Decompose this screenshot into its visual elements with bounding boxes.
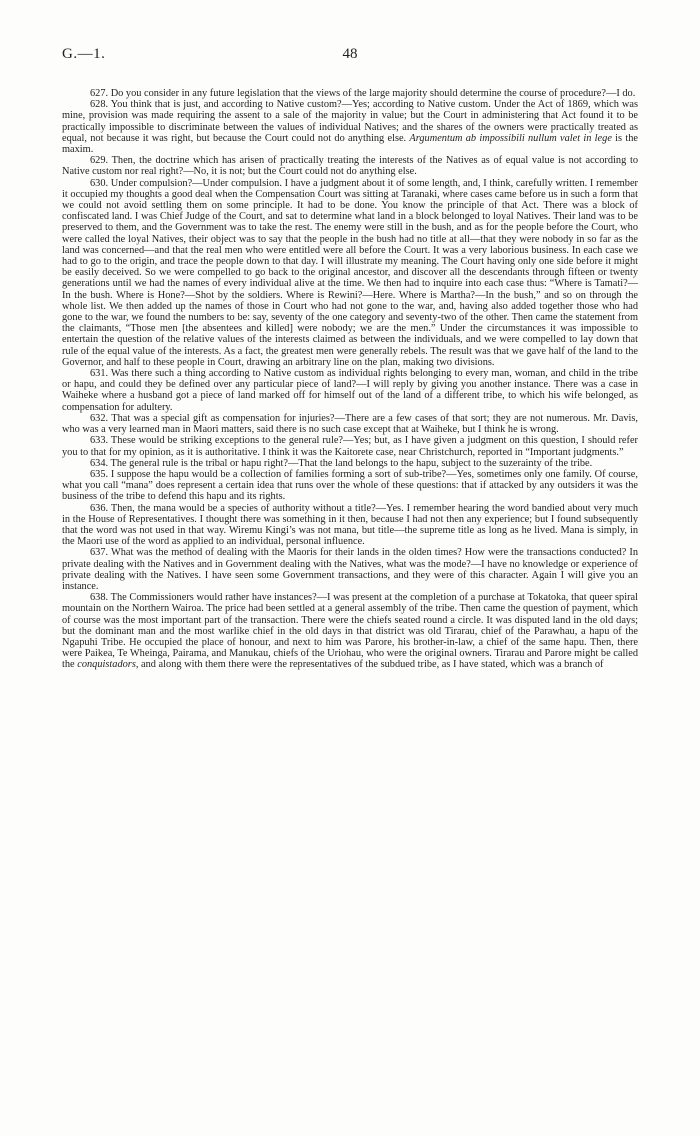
paragraph bbox=[62, 458, 638, 469]
paragraph-text: 632. That was a special gift as compensation for injuries?—There are a few cases of that sort; they are not numerous. Mr. Davis, who was a very learned man in Maori matters, said there is no such case except that at Waiheke, but I think he is wrong. bbox=[62, 412, 638, 436]
paragraph bbox=[62, 413, 638, 435]
italic-text: conquistadors bbox=[77, 659, 136, 671]
page-number: 48 bbox=[342, 46, 358, 62]
italic-text: Argumentum ab impossibili nullum valet in lege bbox=[409, 132, 612, 144]
paragraph-text: is the maxim. bbox=[62, 132, 638, 156]
paragraph bbox=[62, 469, 638, 503]
page-header bbox=[62, 46, 638, 66]
paragraph bbox=[62, 368, 638, 413]
paragraph bbox=[62, 178, 638, 368]
paragraph bbox=[62, 503, 638, 548]
paragraph bbox=[62, 99, 638, 155]
paragraph-text: 628. You think that is just, and according to Native custom?—Yes; according to Native custom. Under the Act of 1869, which was mine, provision was made requiring the assent to a sale of the majority in value; but the Court in administering that Act found it to be practically impossible to discriminate between the values of individual Natives; and the shares of the owners were practically treated as equal, not because it was right, but because the Court could not do anything else. bbox=[62, 99, 638, 144]
paragraph-text: 631. Was there such a thing according to Native custom as individual rights belonging to every man, woman, and child in the tribe or hapu, and could they be defined over any particular piece of land?—I will reply by giving you another instance. There was a case in Waiheke where a husband got a piece of land marked off for himself out of the land of a different tribe, to which his wife belonged, as compensation for adultery. bbox=[62, 368, 638, 413]
paragraph-text: 633. These would be striking exceptions to the general rule?—Yes; but, as I have given a judgment on this question, I should refer you to that for my opinion, as it is authoritative. I think it was the Kaitorete case, near Christchurch, reported in “Important judgments.” bbox=[62, 435, 638, 458]
paragraph bbox=[62, 155, 638, 177]
paragraph-text: 630. Under compulsion?—Under compulsion. I have a judgment about it of some length, and, I think, carefully written. I remember it occupied my thoughts a good deal when the Compensation Court was sitting at Taranaki, where cases came before us in such a form that we could not avoid settling them on some principle. It had to be done. You know the principle of that Act. There was a block of confiscated land. I was Chief Judge of the Court, and sat to determine what land in a block belonged to loyal Natives. Their land was to be preserved to them, and the Government was to take the rest. The enemy were still in the bush, and as for the people before the Court, who were called the loyal Natives, their object was to say that the people in the bush had no title at all—that they were nobody in so far as the land was concerned—and that the real men who were entitled were all before the Court. It was a very laborious business. In each case we had to go to the origin, and trace the people down to that day. I will illustrate my meaning. The Court having only one side before it might be easily deceived. So we were compelled to go back to the original ancestor, and discover all the descendants through fifteen or twenty generations until we had the names of every individual alive at the time. We then had to inquire into each case thus: “Where is Tamati?—In the bush. Where is Hone?—Shot by the soldiers. Where is Rewini?—Here. Where is Martha?—In the bush,” and so on through the whole list. We then added up the names of those in Court who had not gone to the war, and, having also added together those who had gone to the war, we found the numbers to be: say, seventy of the one category and seventy-two of the other. Then came the statement from the claimants, “Those men [the absentees and killed] were nobody; we are the men.” Under the circumstances it was impossible to entertain the question of the relative values of the interests claimed as between the individuals, and we were compelled to lay down that rule of the equal value of the interests. As a fact, the greatest men were generally rebels. The result was that we gave half of the land to the Governor, and half to these people in Court, drawing an arbitrary line on the plan, making two divisions. bbox=[62, 177, 638, 368]
paragraph bbox=[62, 435, 638, 457]
paragraph-text: 638. The Commissioners would rather have instances?—I was present at the completion of a purchase at Tokatoka, that queer spiral mountain on the Northern Wairoa. The price had been settled at a general assembly of the tribe. Then came the question of payment, which of course was the most important part of the transaction. There were the chiefs seated round a circle. It was disputed land in the old days; but the dominant man and the most warlike chief in the old days in that district was old Tirarau, chief of the Parawhau, a hapu of the Ngapuhi Tribe. He occupied the place of honour, and next to him was Parore, his brother-in-law, a chief of the same hapu. Then, there were Paikea, Te Wheinga, Pairama, and Manukau, chiefs of the Uriohau, who were the original owners. Tirarau and Parore might be called the bbox=[62, 592, 638, 671]
paragraph-text: , and along with them there were the representatives of the subdued tribe, as I have stated, which was a branch of bbox=[135, 659, 604, 671]
paragraph bbox=[62, 88, 638, 99]
paragraph-text: 635. I suppose the hapu would be a collection of families forming a sort of sub-tribe?—Yes, sometimes only one family. Of course, what you call “mana” does represent a certain idea that runs over the whole of these questions: that if attacked by any outsiders it was the business of the tribe to defend this hapu and its rights. bbox=[62, 468, 638, 503]
paragraph bbox=[62, 592, 638, 670]
paragraph bbox=[62, 547, 638, 592]
paragraph-text: 637. What was the method of dealing with the Maoris for their lands in the olden times? How were the transactions conducted? In private dealing with the Natives and in Government dealing with the Natives, what was the mode?—I have no knowledge or experience of private dealing with the Natives. I have seen some Government transactions, and they were of this character. Again I will give you an instance. bbox=[62, 547, 638, 592]
paragraph-text: 627. Do you consider in any future legislation that the views of the large majority should determine the course of procedure?—I do. bbox=[90, 88, 636, 99]
paragraph-text: 636. Then, the mana would be a species of authority without a title?—Yes. I remember hearing the word bandied about very much in the House of Representatives. I thought there was something in it then, because I had not then any experience; but I found subsequently that the word was not used in that way. Wiremu Kingi’s was not mana, but title—the supreme title as long as he lived. Mana is simply, in the Maori use of the word as applied to an individual, personal influence. bbox=[62, 502, 638, 548]
document-body bbox=[62, 88, 638, 671]
section-reference: G.—1. bbox=[62, 46, 106, 62]
paragraph-text: 634. The general rule is the tribal or hapu right?—That the land belongs to the hapu, subject to the suzerainty of the tribe. bbox=[90, 457, 593, 469]
paragraph-text: 629. Then, the doctrine which has arisen of practically treating the interests of the Natives as of equal value is not according to Native custom nor real right?—No, it is not; but the Court could not do anything else. bbox=[62, 155, 638, 178]
